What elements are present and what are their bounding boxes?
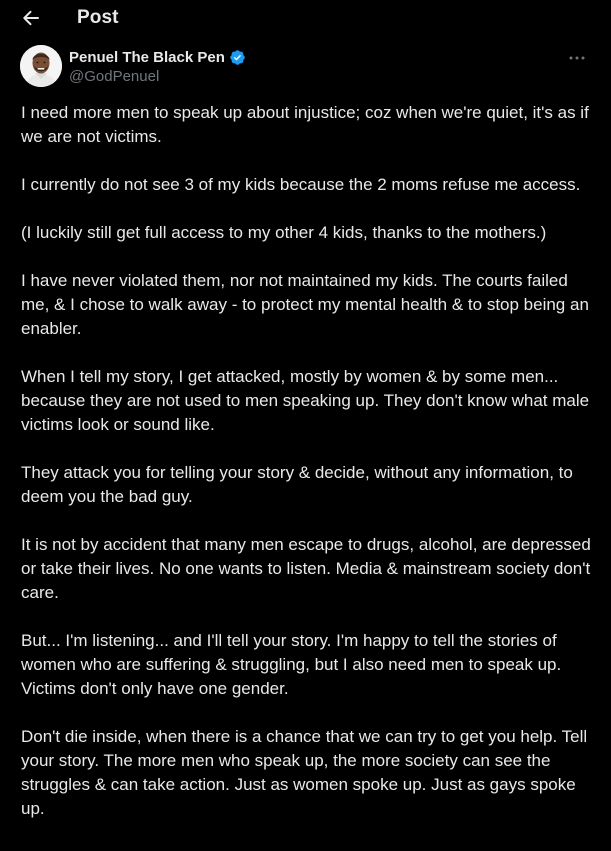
post-paragraph: Don't die inside, when there is a chance that we can try to get you help. Tell your story. The more men who speak up, the more society can see the struggles & can take action. Just as women spoke up. Just as gays spoke up. [21,727,588,818]
author-display-name[interactable]: Penuel The Black Pen [69,48,225,66]
post-paragraph: I need more men to speak up about injustice; coz when we're quiet, it's as if we are not victims. [21,103,589,146]
author-handle[interactable]: @GodPenuel [69,68,160,85]
post-paragraph: When I tell my story, I get attacked, mostly by women & by some men... because they are not used to men speaking up. They don't know what male victims look or sound like. [21,367,590,434]
verified-badge-icon [229,49,246,66]
post-paragraph: I currently do not see 3 of my kids because the 2 moms refuse me access. [21,175,581,194]
post-paragraph: But... I'm listening... and I'll tell your story. I'm happy to tell the stories of women who are suffering & struggling, but I also need men to speak up. Victims don't only have one gender. [21,631,562,698]
post-paragraph: (I luckily still get full access to my other 4 kids, thanks to the mothers.) [21,223,547,242]
post-header [0,0,611,38]
post-author [20,45,600,89]
more-options-button[interactable] [565,47,589,67]
post-paragraph: It is not by accident that many men escape to drugs, alcohol, are depressed or take their lives. No one wants to listen. Media & mainstream society don't care. [21,535,591,602]
back-button[interactable] [14,3,48,37]
page-title: Post [77,7,119,28]
more-horizontal-icon [568,48,586,66]
avatar[interactable] [20,45,62,87]
post-text [21,101,596,845]
post-paragraph: They attack you for telling your story & decide, without any information, to deem you the bad guy. [21,463,573,506]
arrow-left-icon [21,8,41,33]
post-paragraph: I have never violated them, nor not maintained my kids. The courts failed me, & I chose to walk away - to protect my mental health & to stop being an enabler. [21,271,589,338]
name-row [69,47,246,67]
